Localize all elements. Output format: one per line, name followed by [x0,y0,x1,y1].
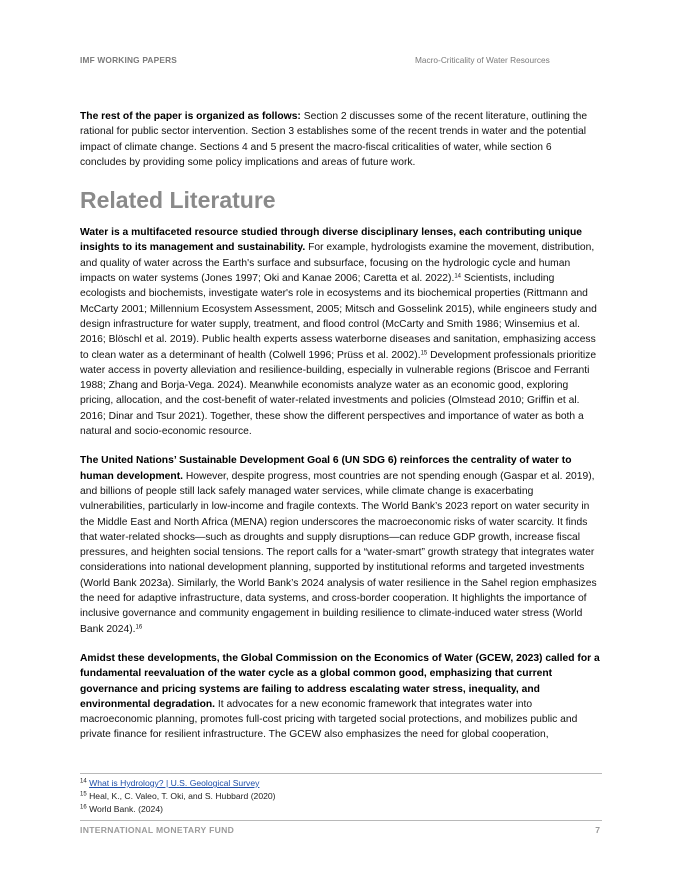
section-heading: Related Literature [80,187,276,214]
footer-organization: INTERNATIONAL MONETARY FUND [80,825,235,835]
paper-running-title: Macro-Criticality of Water Resources [415,55,550,65]
footnote-ref-16[interactable]: 16 [135,624,143,631]
paragraph-1-text-1: For example, hydrologists examine the movement, distribution, and quality of water across the Earth's surface and subsurface, focusing on the hydrologic cycle and human impacts on water systems (Jones 1997; Oki and Kanae 2006; Caretta et al. 2022). [80,242,595,285]
footnote-number: 16 [80,804,87,811]
paragraph-3-lead: Amidst these developments, the Global Commission on the Economics of Water (GCEW, 2023) called for a fundamental reevaluation of the water cycle as a global common good, emphasizing that current governance and pricing systems are failing to address escalating water stress, inequality, and environmental degradation. [80,652,600,710]
footnote-text: Heal, K., C. Valeo, T. Oki, and S. Hubbard (2020) [89,791,276,801]
footnote-number: 15 [80,791,87,798]
footnote-ref-15[interactable]: 15 [420,350,428,357]
paragraph-2-lead: The United Nations’ Sustainable Development Goal 6 (UN SDG 6) reinforces the centrality of water to human development. [80,455,572,482]
paragraph-1-text-2: Scientists, including ecologists and biochemists, investigate water's role in ecosystems and its biochemical properties (Rittmann and McCarty 2001; Millennium Ecosystem Assessment, 2005; Mitsch and Gosselink 2015), while engineers study and design infrastructure for water supply, treatment, and flood control (McCarty and Smith 1986; Winsemius et al. 2016; Blöschl et al. 2019). Public health experts assess waterborne diseases and sanitation, emphasizing access to clean water as a determinant of health (Colwell 1996; Prüss et al. 2002). [80,273,597,361]
intro-text: Section 2 discusses some of the recent literature, outlining the rational for public sector intervention. Section 3 establishes some of the recent trends in water and the potential impact of climate change. Sections 4 and 5 present the macro-fiscal criticalities of water, while section 6 concludes by providing some policy implications and areas of future work. [80,111,588,168]
literature-paragraph-2 [80,453,600,637]
footnote-ref-14[interactable]: 14 [454,273,462,280]
footer-divider [80,820,602,821]
footnote-number: 14 [80,778,87,785]
paragraph-2-text-1: However, despite progress, most countries are not spending enough (Gaspar et al. 2019), and billions of people still lack safely managed water services, while climate change is exacerbating vulnerabilities, particularly in low-income and fragile contexts. The World Bank’s 2023 report on water security in the Middle East and North Africa (MENA) region underscores the macroeconomic risks of water scarcity. It finds that water-related shocks—such as droughts and supply disruptions—can reduce GDP growth, increase fiscal pressures, and heighten social tensions. The report calls for a “water-smart” growth strategy that integrates water considerations into national development planning, supported by institutional reforms and targeted investments (World Bank 2023a). Similarly, the World Bank’s 2024 analysis of water resilience in the Sahel region emphasizes the need for adaptive infrastructure, data systems, and cross-border cooperation. It highlights the importance of inclusive governance and community engagement in building resilience to climate-induced water stress (World Bank 2024). [80,470,597,635]
paragraph-3-text-1: It advocates for a new economic framework that integrates water into macroeconomic planning, promotes full-cost pricing with targeted social protections, and mobilizes public and private finance for resilient infrastructure. The GCEW also emphasizes the need for global cooperation, [80,698,578,741]
footnote-item [80,790,600,803]
footnote-item [80,803,600,816]
intro-lead: The rest of the paper is organized as follows: [80,111,301,122]
footnote-text: World Bank. (2024) [89,804,163,814]
literature-paragraph-1 [80,225,600,439]
footnote-divider [80,773,602,774]
paragraph-1-text-3: Development professionals prioritize water access in poverty alleviation and resilience-building, especially in vulnerable regions (Briscoe and Ferranti 1988; Zhang and Borja-Vega. 2024). Meanwhile economists analyze water as an economic good, exploring pricing, allocation, and the cost-benefit of water-related investments and policies (Olmstead 2010; Griffin et al. 2016; Dinar and Tsur 2021). Together, these show the different perspectives and importance of water as both a natural and socio-economic resource. [80,349,597,438]
paragraph-1-lead: Water is a multifaceted resource studied through diverse disciplinary lenses, each contributing unique insights to its management and sustainability. [80,227,582,254]
footnotes [80,777,600,816]
page-number: 7 [595,825,600,835]
literature-paragraph-3 [80,651,600,743]
series-title: IMF WORKING PAPERS [80,55,178,65]
footnote-item [80,777,600,790]
footnote-link-usgs[interactable]: What is Hydrology? | U.S. Geological Survey [89,778,260,788]
main-content [80,109,600,743]
intro-paragraph [80,109,600,170]
